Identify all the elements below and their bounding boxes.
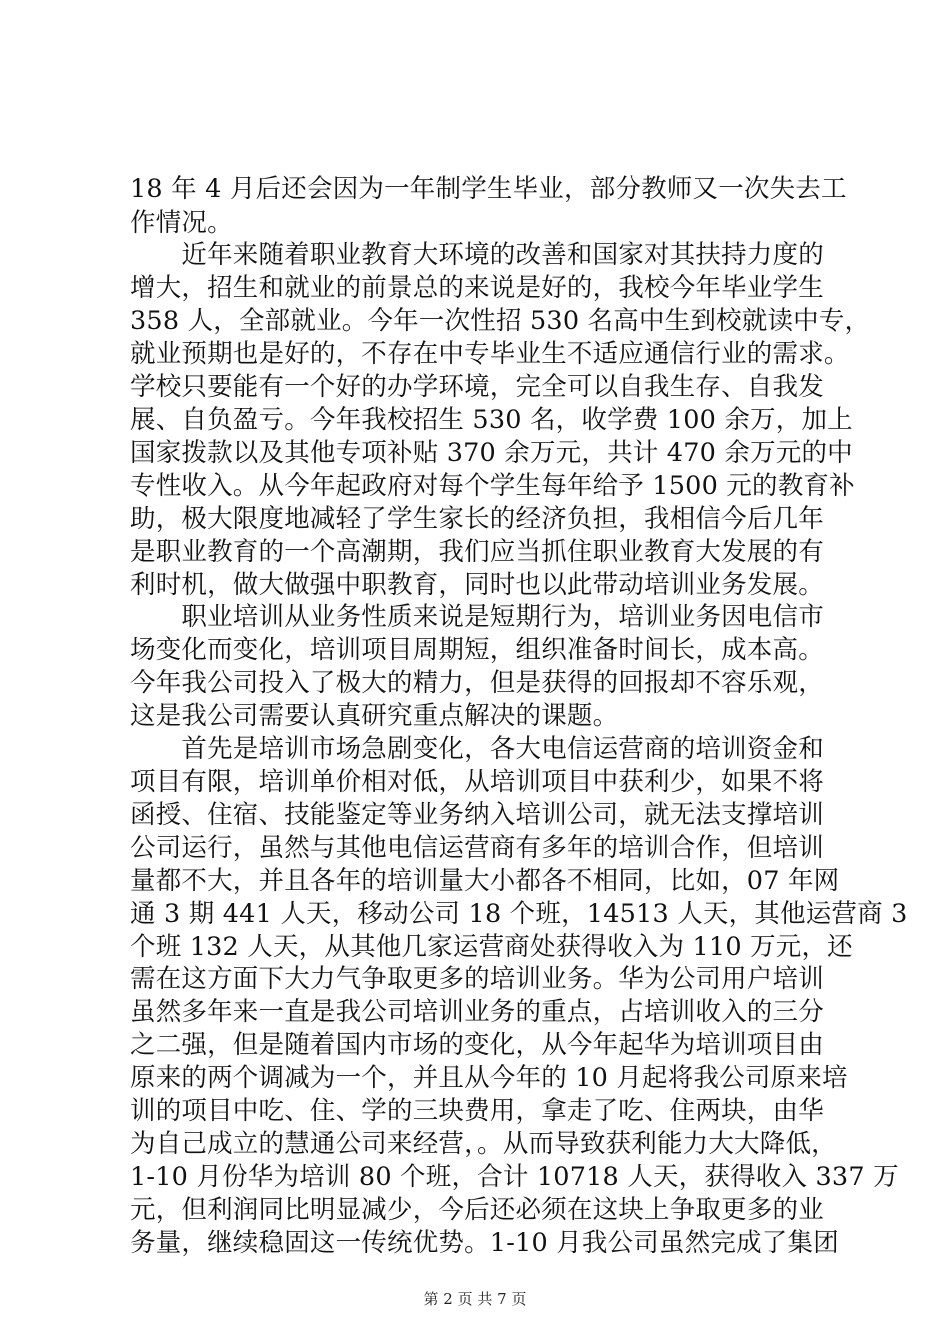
- text-line: 学校只要能有一个好的办学环境，完全可以自我生存、自我发: [130, 372, 824, 402]
- text-line: 元，但利润同比明显减少，今后还必须在这块上争取更多的业: [130, 1195, 824, 1225]
- text-line: 358 人，全部就业。今年一次性招 530 名高中生到校就读中专，: [130, 306, 871, 336]
- text-line: 作情况。: [130, 208, 233, 238]
- text-line: 首先是培训市场急剧变化，各大电信运营商的培训资金和: [130, 734, 824, 764]
- text-line: 近年来随着职业教育大环境的改善和国家对其扶持力度的: [130, 240, 824, 270]
- text-line: 是职业教育的一个高潮期，我们应当抓住职业教育大发展的有: [130, 537, 824, 567]
- text-line: 训的项目中吃、住、学的三块费用，拿走了吃、住两块，由华: [130, 1096, 824, 1126]
- text-line: 项目有限，培训单价相对低，从培训项目中获利少，如果不将: [130, 767, 824, 797]
- text-line: 公司运行，虽然与其他电信运营商有多年的培训合作，但培训: [130, 833, 824, 863]
- text-line: 专性收入。从今年起政府对每个学生每年给予 1500 元的教育补: [130, 471, 855, 501]
- text-line: 利时机，做大做强中职教育，同时也以此带动培训业务发展。: [130, 570, 824, 600]
- text-line: 场变化而变化，培训项目周期短，组织准备时间长，成本高。: [130, 635, 824, 665]
- text-line: 增大，招生和就业的前景总的来说是好的，我校今年毕业学生: [130, 273, 824, 303]
- page-number-footer: 第 2 页 共 7 页: [423, 1290, 527, 1308]
- text-line: 个班 132 人天，从其他几家运营商处获得收入为 110 万元，还: [130, 932, 853, 962]
- text-line: 量都不大，并且各年的培训量大小都各不相同，比如，07 年网: [130, 866, 840, 896]
- text-line: 就业预期也是好的，不存在中专毕业生不适应通信行业的需求。: [130, 339, 850, 369]
- text-line: 1-10 月份华为培训 80 个班，合计 10718 人天，获得收入 337 万: [130, 1162, 899, 1192]
- text-line: 之二强，但是随着国内市场的变化，从今年起华为培训项目由: [130, 1030, 824, 1060]
- text-line: 展、自负盈亏。今年我校招生 530 名，收学费 100 余万，加上: [130, 405, 853, 435]
- text-line: 原来的两个调减为一个，并且从今年的 10 月起将我公司原来培: [130, 1063, 848, 1093]
- text-line: 职业培训从业务性质来说是短期行为，培训业务因电信市: [130, 602, 824, 632]
- text-line: 函授、住宿、技能鉴定等业务纳入培训公司，就无法支撑培训: [130, 800, 824, 830]
- text-line: 务量，继续稳固这一传统优势。1-10 月我公司虽然完成了集团: [130, 1228, 839, 1258]
- text-line: 虽然多年来一直是我公司培训业务的重点，占培训收入的三分: [130, 997, 824, 1027]
- text-line: 今年我公司投入了极大的精力，但是获得的回报却不容乐观，: [130, 668, 824, 698]
- text-line: 这是我公司需要认真研究重点解决的课题。: [130, 701, 619, 731]
- text-line: 为自己成立的慧通公司来经营，。从而导致获利能力大大降低，: [130, 1129, 837, 1159]
- text-line: 18 年 4 月后还会因为一年制学生毕业，部分教师又一次失去工: [130, 174, 847, 204]
- text-line: 国家拨款以及其他专项补贴 370 余万元，共计 470 余万元的中: [130, 438, 853, 468]
- text-line: 需在这方面下大力气争取更多的培训业务。华为公司用户培训: [130, 964, 824, 994]
- text-line: 通 3 期 441 人天，移动公司 18 个班，14513 人天，其他运营商 3: [130, 899, 908, 929]
- text-line: 助，极大限度地减轻了学生家长的经济负担，我相信今后几年: [130, 504, 824, 534]
